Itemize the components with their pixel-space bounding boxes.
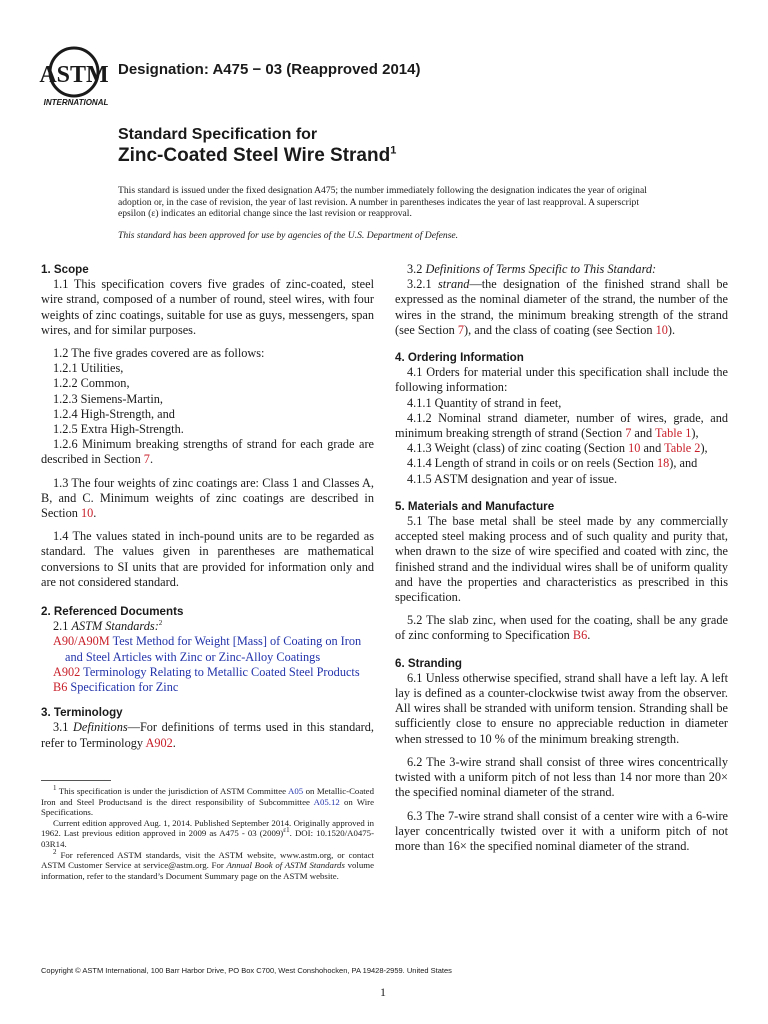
footnote-1-edition: Current edition approved Aug. 1, 2014. Published September 2014. Originally approved in 1962. Last previous edition approved in 2009 as A475 - 03 $(2009)^{\varepsilon 1}$. DOI: 10.1520/A0475-03R14.: [41, 817, 375, 849]
para-6-1: 6.1 Unless otherwise specified, strand shall have a left lay. A left lay is defined as a counter-clockwise twist away from the observer. All wires shall be stranded with uniform tension. Stranding shall be sufficiently close to ensure no appreciable reduction in diameter when stressed to 10 % of the minimum breaking strength.: [395, 670, 728, 746]
title-footnote-mark: 1: [390, 144, 397, 157]
para-4-1-5: 4.1.5 ASTM designation and year of issue.: [407, 471, 618, 486]
ref-b6[interactable]: B6 Specification for Zinc: [53, 680, 179, 695]
para-6-2: 6.2 The 3-wire strand shall consist of three wires concentrically twisted with a uniform pitch of not less than 14 nor more than 20× the specified nominal diameter of the strand.: [395, 754, 728, 800]
link-section-7b[interactable]: 7: [457, 322, 464, 337]
section-heading-referenced-documents: 2. Referenced Documents: [41, 605, 184, 619]
link-table-2[interactable]: Table 2: [664, 441, 701, 456]
link-section-7c[interactable]: 7: [625, 426, 632, 441]
para-4-1-1: 4.1.1 Quantity of strand in feet,: [407, 395, 562, 410]
copyright-line: Copyright © ASTM International, 100 Barr Harbor Drive, PO Box C700, West Conshohocken, PA 19428-2959. United States: [41, 966, 452, 975]
link-section-7[interactable]: 7: [143, 452, 150, 467]
para-3-1: 3.1 Definitions—For definitions of terms used in this standard, refer to Terminology A902.: [41, 720, 374, 750]
section-heading-materials: 5. Materials and Manufacture: [395, 499, 555, 513]
para-1-2-6: 1.2.6 Minimum breaking strengths of strand for each grade are described in Section 7.: [41, 437, 374, 467]
link-section-18[interactable]: 18: [657, 456, 670, 471]
designation-notice: This standard is issued under the fixed designation A475; the number immediately following the designation indicates the year of original adoption or, in the case of revision, the year of last revision. A number in parentheses indicates the year of last reapproval. A superscript epsilon (ε) indicates an editorial change since the last revision or reapproval.: [118, 185, 647, 220]
astm-logo: [38, 46, 114, 108]
link-a05[interactable]: A05: [287, 786, 304, 796]
para-3-2-1: 3.2.1 strand—the designation of the finished strand shall be expressed as the nominal diameter of the strand, the number of the wires in the strand, the minimum breaking strength of the strand (see Section 7), and the class of coating (see Section 10).: [395, 277, 728, 337]
ref-a90[interactable]: A90/A90M Test Method for Weight [Mass] of Coating on Iron and Steel Articles with Zinc or Zinc-Alloy Coatings: [53, 634, 362, 664]
section-heading-ordering: 4. Ordering Information: [395, 351, 524, 365]
designation: Designation: A475 − 03 (Reapproved 2014): [118, 61, 421, 78]
link-a05-12[interactable]: A05.12: [313, 796, 340, 807]
title-line-2: Zinc-Coated Steel Wire Strand$^1$: [118, 144, 397, 166]
title-line-1: Standard Specification for: [118, 126, 318, 143]
para-3-2: 3.2 Definitions of Terms Specific to This Standard:: [407, 262, 657, 276]
para-1-2: 1.2 The five grades covered are as follows:: [53, 346, 265, 361]
para-1-2-3: 1.2.3 Siemens-Martin,: [53, 391, 163, 406]
page-number: 1: [380, 985, 386, 999]
para-4-1-4: 4.1.4 Length of strand in coils or on reels (Section 18), and: [407, 456, 698, 471]
para-2-1: 2.1 ASTM Standards:$^2$: [53, 619, 163, 634]
footnote-2: $^2$ For referenced ASTM standards, visit the ASTM website, www.astm.org, or contact ASTM Customer Service at service@astm.org. For Annual Book of ASTM Standards volume information, refer to the standard’s Document Summary page on the ASTM website.: [41, 847, 374, 881]
section-heading-terminology: 3. Terminology: [41, 706, 123, 720]
para-1-4: 1.4 The values stated in inch-pound units are to be regarded as standard. The values given in parentheses are mathematical conversions to SI units that are provided for information only and are not considered standard.: [41, 529, 374, 589]
para-1-2-5: 1.2.5 Extra High-Strength.: [53, 422, 184, 437]
para-1-3: 1.3 The four weights of zinc coatings are: Class 1 and Classes A, B, and C. Minimum weights of zinc coatings are described in Section 10.: [41, 475, 374, 521]
link-section-10b[interactable]: 10: [655, 322, 668, 337]
footnote-1: $^1$ This specification is under the jurisdiction of ASTM Committee A05 on Metallic-Coated Iron and Steel Productsand is the direct responsibility of Subcommittee A05.12 on Wire Specifications.: [41, 784, 375, 818]
para-1-2-1: 1.2.1 Utilities,: [53, 361, 124, 376]
para-6-3: 6.3 The 7-wire strand shall consist of a center wire with a 6-wire layer concentrically twisted over it with a uniform pitch of not more than 16× the specified nominal diameter of the strand.: [395, 808, 728, 853]
para-4-1-3: 4.1.3 Weight (class) of zinc coating (Section 10 and Table 2),: [407, 441, 708, 456]
logo-subtext: INTERNATIONAL: [43, 98, 109, 107]
left-column: [41, 262, 374, 751]
section-heading-stranding: 6. Stranding: [395, 656, 462, 670]
right-column: [395, 262, 728, 854]
para-1-2-2: 1.2.2 Common,: [53, 376, 130, 391]
para-5-2: 5.2 The slab zinc, when used for the coating, shall be any grade of zinc conforming to Specification B6.: [395, 613, 728, 643]
para-5-1: 5.1 The base metal shall be steel made by any commercially accepted steel making process and of such quality and purity that, when drawn to the size of wire specified and coated with zinc, the finished strand and the individual wires shall be of uniform quality and have the properties and characteristics as prescribed in this specification.: [395, 514, 728, 605]
link-table-1[interactable]: Table 1: [655, 426, 692, 441]
footnote-rule: [41, 780, 111, 781]
para-1-1: 1.1 This specification covers five grades of zinc-coated, steel wire strand, composed of a number of round, steel wires, with four weights of zinc coatings, suitable for use as guys, messengers, span wires, and for similar purposes.: [41, 277, 374, 337]
link-a902[interactable]: A902: [145, 735, 173, 750]
link-section-10[interactable]: 10: [80, 506, 94, 521]
para-1-2-4: 1.2.4 High-Strength, and: [53, 406, 175, 421]
para-4-1: 4.1 Orders for material under this specification shall include the following information:: [395, 365, 728, 395]
link-section-10c[interactable]: 10: [628, 441, 641, 456]
dod-approval-note: This standard has been approved for use by agencies of the U.S. Department of Defense.: [118, 230, 459, 241]
section-heading-scope: 1. Scope: [41, 263, 89, 276]
logo-text: ASTM: [39, 62, 109, 88]
para-4-1-2: 4.1.2 Nominal strand diameter, number of wires, grade, and minimum breaking strength of strand (Section 7 and Table 1),: [395, 410, 728, 441]
ref-a902[interactable]: A902 Terminology Relating to Metallic Coated Steel Products: [53, 664, 360, 679]
footnotes: [41, 786, 374, 881]
link-b6[interactable]: B6: [572, 628, 588, 643]
